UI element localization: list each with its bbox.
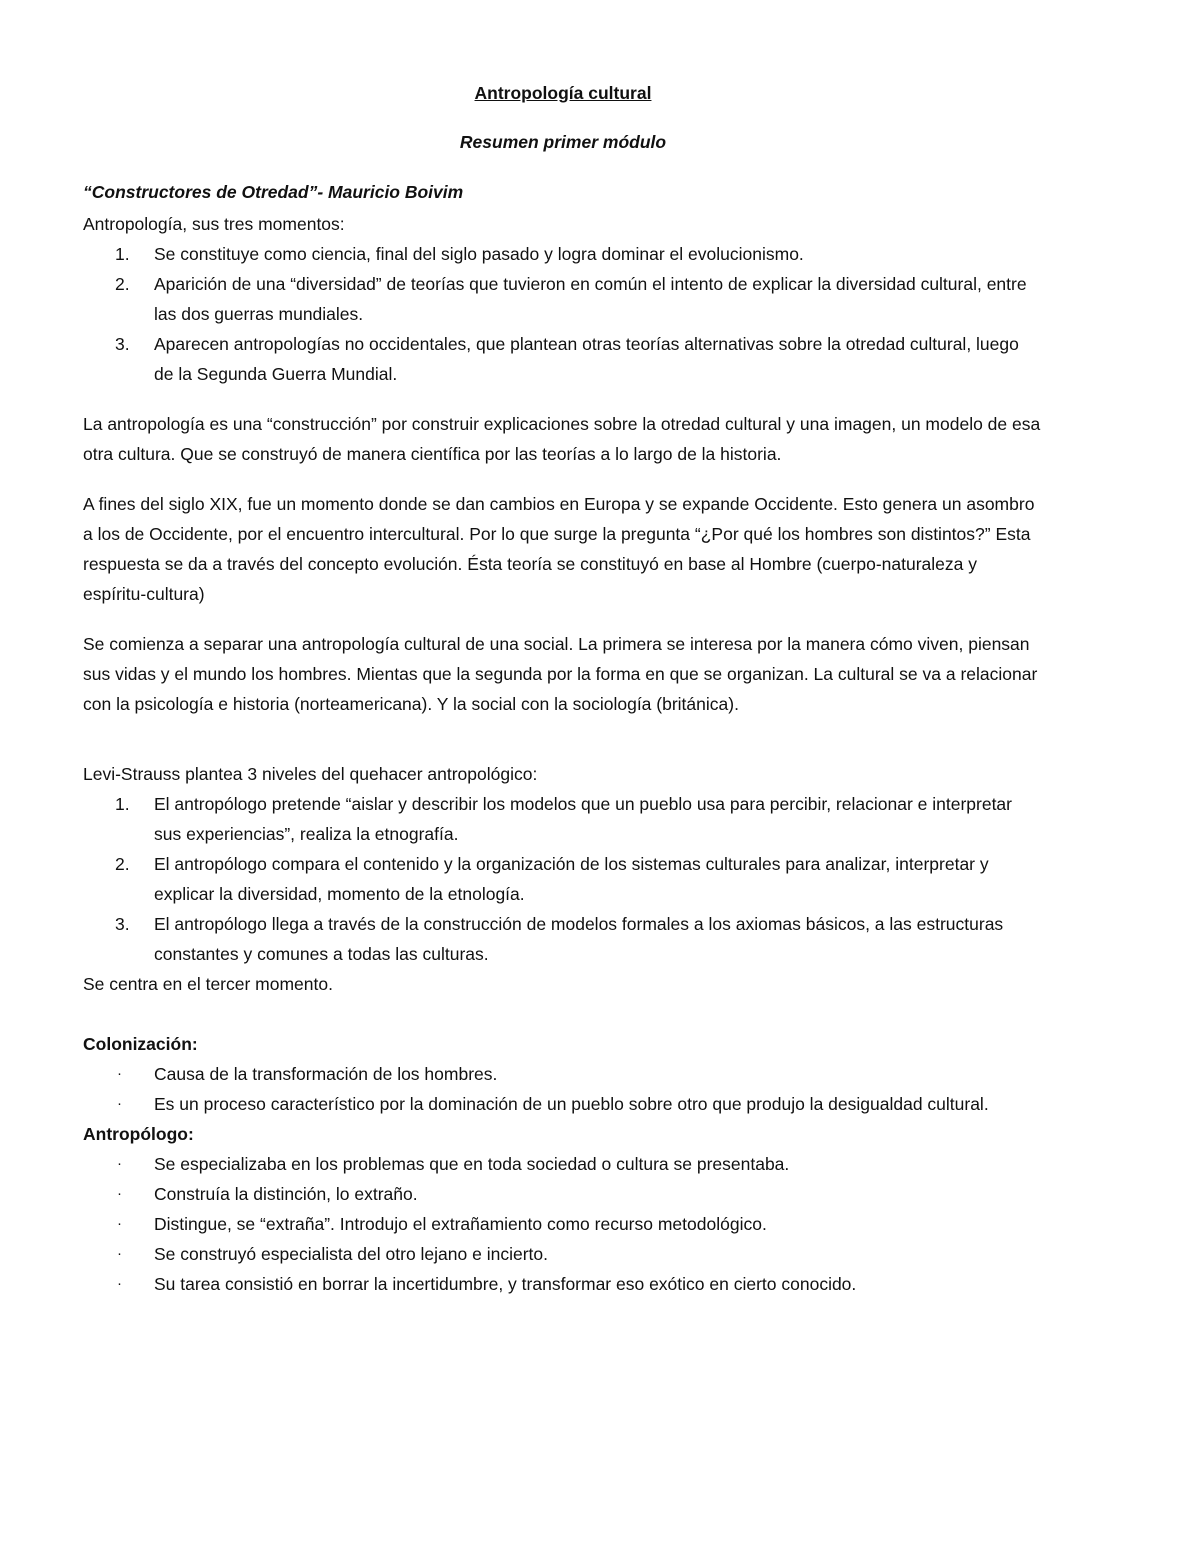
list-item-text: Su tarea consistió en borrar la incertidumbre, y transformar eso exótico en cierto conocido. [154,1274,857,1294]
list-item-text: Aparición de una “diversidad” de teorías que tuvieron en común el intento de explicar la diversidad cultural, entre las dos guerras mundiales. [154,274,1027,324]
bullet-icon: · [117,1215,122,1232]
moments-intro: Antropología, sus tres momentos: [83,214,345,234]
list-number: 1. [115,794,130,814]
document-subtitle: Resumen primer módulo [459,132,667,152]
list-item [83,1089,1043,1119]
bullet-icon: · [117,1275,122,1292]
list-item [83,789,1043,849]
list-item-text: El antropólogo compara el contenido y la organización de los sistemas culturales para analizar, interpretar y explicar la diversidad, momento de la etnología. [154,854,989,904]
bullet-icon: · [117,1155,122,1172]
list-item [83,1269,1043,1299]
list-item [83,1239,1043,1269]
bullet-icon: · [117,1185,122,1202]
list-item-text: Construía la distinción, lo extraño. [154,1184,418,1204]
bullet-icon: · [117,1245,122,1262]
list-item-text: Aparecen antropologías no occidentales, que plantean otras teorías alternativas sobre la otredad cultural, luego de la Segunda Guerra Mundial. [154,334,1019,384]
levels-list [83,789,1043,969]
list-number: 2. [115,274,130,294]
list-item-text: Se construyó especialista del otro lejano e incierto. [154,1244,548,1264]
list-item [83,1209,1043,1239]
list-item-text: Causa de la transformación de los hombres. [154,1064,498,1084]
anthropologist-list [83,1149,1043,1299]
list-item-text: Distingue, se “extraña”. Introdujo el extrañamiento como recurso metodológico. [154,1214,767,1234]
source-reference: “Constructores de Otredad”- Mauricio Boivim [83,182,464,202]
list-item-text: Se constituye como ciencia, final del siglo pasado y logra dominar el evolucionismo. [154,244,804,264]
list-item [83,329,1043,389]
list-item [83,849,1043,909]
list-number: 3. [115,914,130,934]
list-item-text: El antropólogo pretende “aislar y describir los modelos que un pueblo usa para percibir, relacionar e interpretar sus experiencias”, realiza la etnografía. [154,794,1012,844]
list-item [83,1149,1043,1179]
levi-strauss-outro: Se centra en el tercer momento. [83,974,333,994]
list-item-text: Es un proceso característico por la dominación de un pueblo sobre otro que produjo la desigualdad cultural. [154,1094,989,1114]
document-page [83,76,1043,1299]
list-item [83,239,1043,269]
bullet-icon: · [117,1065,122,1082]
list-number: 3. [115,334,130,354]
list-item [83,909,1043,969]
list-item [83,1059,1043,1089]
bullet-icon: · [117,1095,122,1112]
colonization-list [83,1059,1043,1119]
paragraph-construction: La antropología es una “construcción” por construir explicaciones sobre la otredad cultural y una imagen, un modelo de esa otra cultura. Que se construyó de manera científica por las teorías a lo largo de la historia. [83,414,1041,464]
paragraph-cultural-social: Se comienza a separar una antropología cultural de una social. La primera se interesa por la manera cómo viven, piensan sus vidas y el mundo los hombres. Mientas que la segunda por la forma en que se organizan. La cultural se va a relacionar con la psicología e historia (norteamericana). Y la social con la sociología (británica). [83,634,1038,714]
colonization-heading: Colonización: [83,1034,198,1054]
list-item [83,1179,1043,1209]
list-number: 2. [115,854,130,874]
anthropologist-heading: Antropólogo: [83,1124,194,1144]
moments-list [83,239,1043,389]
list-item [83,269,1043,329]
levi-strauss-intro: Levi-Strauss plantea 3 niveles del quehacer antropológico: [83,764,538,784]
list-number: 1. [115,244,130,264]
document-title: Antropología cultural [474,83,652,103]
list-item-text: Se especializaba en los problemas que en toda sociedad o cultura se presentaba. [154,1154,790,1174]
paragraph-evolution: A fines del siglo XIX, fue un momento donde se dan cambios en Europa y se expande Occidente. Esto genera un asombro a los de Occidente, por el encuentro intercultural. Por lo que surge la pregunta “¿Por qué los hombres son distintos?” Esta respuesta se da a través del concepto evolución. Ésta teoría se constituyó en base al Hombre (cuerpo-naturaleza y espíritu-cultura) [83,494,1035,604]
list-item-text: El antropólogo llega a través de la construcción de modelos formales a los axiomas básicos, a las estructuras constantes y comunes a todas las culturas. [154,914,1004,964]
